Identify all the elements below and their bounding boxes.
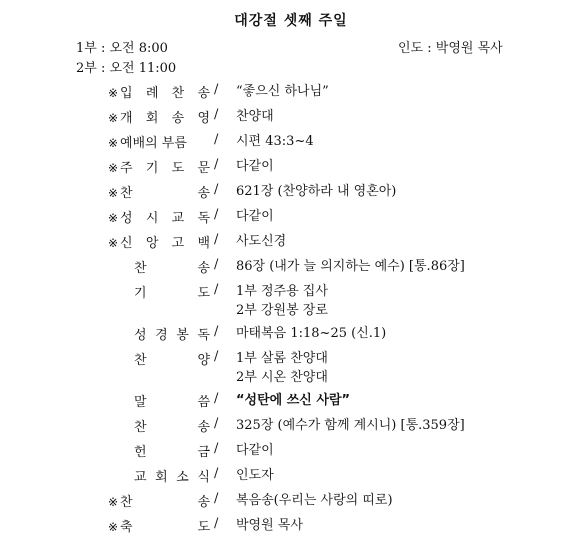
order-item-content [236, 107, 274, 126]
order-item-content [236, 416, 465, 435]
content-line: 86장 (내가 늘 의지하는 예수) [통.86장] [236, 259, 465, 274]
order-item-label [108, 207, 210, 226]
order-item-content [236, 82, 329, 101]
order-item-label [108, 232, 210, 251]
label-char: 백 [197, 236, 210, 251]
order-item-content [236, 207, 274, 226]
order-item-label [108, 107, 210, 126]
standing-mark: ※ [108, 495, 119, 509]
standing-mark: ※ [108, 520, 119, 534]
label-char: 성 [134, 328, 147, 343]
label-char: 송 [197, 261, 210, 276]
order-item-label [108, 82, 210, 101]
order-item-content [236, 466, 274, 485]
label-char: 찬 [134, 420, 147, 435]
order-item-content [236, 157, 274, 176]
separator: / [214, 257, 219, 272]
order-item [0, 416, 582, 441]
standing-mark: ※ [108, 111, 119, 125]
label-char: 금 [197, 445, 210, 460]
label-char: 개 [120, 111, 133, 126]
order-item [0, 82, 582, 107]
order-item-label [108, 441, 210, 460]
label-char: 헌 [134, 445, 147, 460]
standing-mark: ※ [108, 186, 119, 200]
content-line: 다같이 [236, 209, 274, 224]
content-line: 다같이 [236, 159, 274, 174]
label-char: 도 [197, 520, 210, 535]
label-char: 찬 [120, 186, 133, 201]
label-char: 주 [120, 161, 133, 176]
label-char: 교 [171, 211, 185, 226]
label-char: 말 [134, 395, 147, 410]
label-char: 독 [197, 211, 210, 226]
content-line: 2부 시온 찬양대 [236, 370, 328, 385]
order-item [0, 207, 582, 232]
separator: / [214, 349, 219, 364]
content-line: 325장 (예수가 함께 계시니) [통.359장] [236, 418, 465, 433]
label-char: 앙 [145, 236, 159, 251]
separator: / [214, 232, 219, 247]
order-item [0, 182, 582, 207]
content-line: 마태복음 1:18~25 (신.1) [236, 326, 387, 341]
label-char: 시 [145, 211, 159, 226]
standing-mark: ※ [108, 211, 119, 225]
label-char: 기 [145, 161, 159, 176]
order-item-content [236, 349, 328, 387]
separator: / [214, 491, 219, 506]
standing-mark: ※ [108, 136, 119, 150]
label-char: 축 [120, 520, 133, 535]
order-item [0, 257, 582, 282]
order-item-label [108, 416, 210, 435]
order-item-content [236, 257, 465, 276]
order-item-label [108, 282, 210, 301]
order-item-content [236, 441, 274, 460]
separator: / [214, 182, 219, 197]
label-char: 찬 [171, 86, 185, 101]
order-item [0, 491, 582, 516]
separator: / [214, 132, 219, 147]
content-line: 찬양대 [236, 109, 274, 124]
order-item-content [236, 391, 350, 410]
separator: / [214, 416, 219, 431]
content-line: 1부 살롬 찬양대 [236, 351, 328, 366]
label-char: 식 [197, 470, 210, 485]
order-item [0, 282, 582, 324]
order-item-content [236, 232, 286, 251]
label-char: 씀 [197, 395, 210, 410]
separator: / [214, 391, 219, 406]
order-item [0, 349, 582, 391]
order-item-label [108, 324, 210, 343]
order-item-content [236, 516, 303, 535]
separator: / [214, 324, 219, 339]
label-char: 도 [197, 286, 210, 301]
order-item-label [108, 157, 210, 176]
standing-mark: ※ [108, 161, 119, 175]
content-line: 621장 (찬양하라 내 영혼아) [236, 184, 397, 199]
label-char: 도 [171, 161, 185, 176]
order-item [0, 441, 582, 466]
service-time-1: 1부 : 오전 8:00 [76, 41, 168, 56]
order-item-content [236, 491, 393, 510]
label-char: 교 [134, 470, 147, 485]
content-line: 사도신경 [236, 234, 287, 249]
order-item [0, 232, 582, 257]
content-line: 복음송(우리는 사랑의 띠로) [236, 493, 393, 508]
label-char: 성 [120, 211, 133, 226]
separator: / [214, 516, 219, 531]
content-line: 박영원 목사 [236, 518, 303, 533]
separator: / [214, 207, 219, 222]
order-item-content [236, 324, 386, 343]
content-line: “성탄에 쓰신 사람” [236, 393, 351, 408]
separator: / [214, 466, 219, 481]
label-char: 찬 [134, 353, 147, 368]
separator: / [214, 282, 219, 297]
standing-mark: ※ [108, 86, 119, 100]
label-char: 입 [120, 86, 133, 101]
order-item-content [236, 282, 328, 320]
order-item-label [108, 516, 210, 535]
order-item [0, 132, 582, 157]
order-item [0, 324, 582, 349]
order-item-label [108, 391, 210, 410]
content-line: 1부 정주용 집사 [236, 284, 328, 299]
order-item-content [236, 182, 396, 201]
label-char: 문 [197, 161, 210, 176]
label-char: 회 [145, 111, 159, 126]
separator: / [214, 441, 219, 456]
label-char: 신 [120, 236, 133, 251]
separator: / [214, 82, 219, 97]
separator: / [214, 107, 219, 122]
order-item [0, 157, 582, 182]
content-line: 2부 강원봉 장로 [236, 303, 328, 318]
separator: / [214, 157, 219, 172]
label-char: 찬 [120, 495, 133, 510]
order-item-label [108, 182, 210, 201]
order-item [0, 391, 582, 416]
label-char: 양 [197, 353, 210, 368]
order-item-label [108, 466, 210, 485]
order-item-label [108, 349, 210, 368]
label-char: 경 [155, 328, 168, 343]
order-item-label [108, 132, 210, 151]
label-char: 송 [197, 186, 210, 201]
order-item-label [108, 491, 210, 510]
label-char: 영 [197, 111, 210, 126]
worship-leader: 인도 : 박영원 목사 [398, 41, 503, 56]
label-char: 찬 [134, 261, 147, 276]
order-item [0, 466, 582, 491]
label-char: 송 [171, 111, 185, 126]
label-char: 송 [197, 86, 210, 101]
label-char: 기 [134, 286, 147, 301]
order-item [0, 107, 582, 132]
order-item [0, 516, 582, 541]
service-time-2: 2부 : 오전 11:00 [76, 61, 177, 76]
label-char: 례 [145, 86, 159, 101]
label-char: 봉 [176, 328, 189, 343]
label-char: 예배의 부름 [120, 136, 187, 151]
label-char: 송 [197, 495, 210, 510]
bulletin-title: 대강절 셋째 주일 [234, 13, 348, 29]
order-of-worship [0, 82, 582, 541]
content-line: 시편 43:3~4 [236, 134, 314, 149]
order-item-label [108, 257, 210, 276]
order-item-content [236, 132, 314, 151]
content-line: 다같이 [236, 443, 274, 458]
label-char: 회 [155, 470, 168, 485]
label-char: 독 [197, 328, 210, 343]
content-line: 인도자 [236, 468, 274, 483]
standing-mark: ※ [108, 236, 119, 250]
label-char: 송 [197, 420, 210, 435]
content-line: “좋으신 하나님” [236, 84, 329, 99]
label-char: 소 [176, 470, 189, 485]
label-char: 고 [171, 236, 185, 251]
